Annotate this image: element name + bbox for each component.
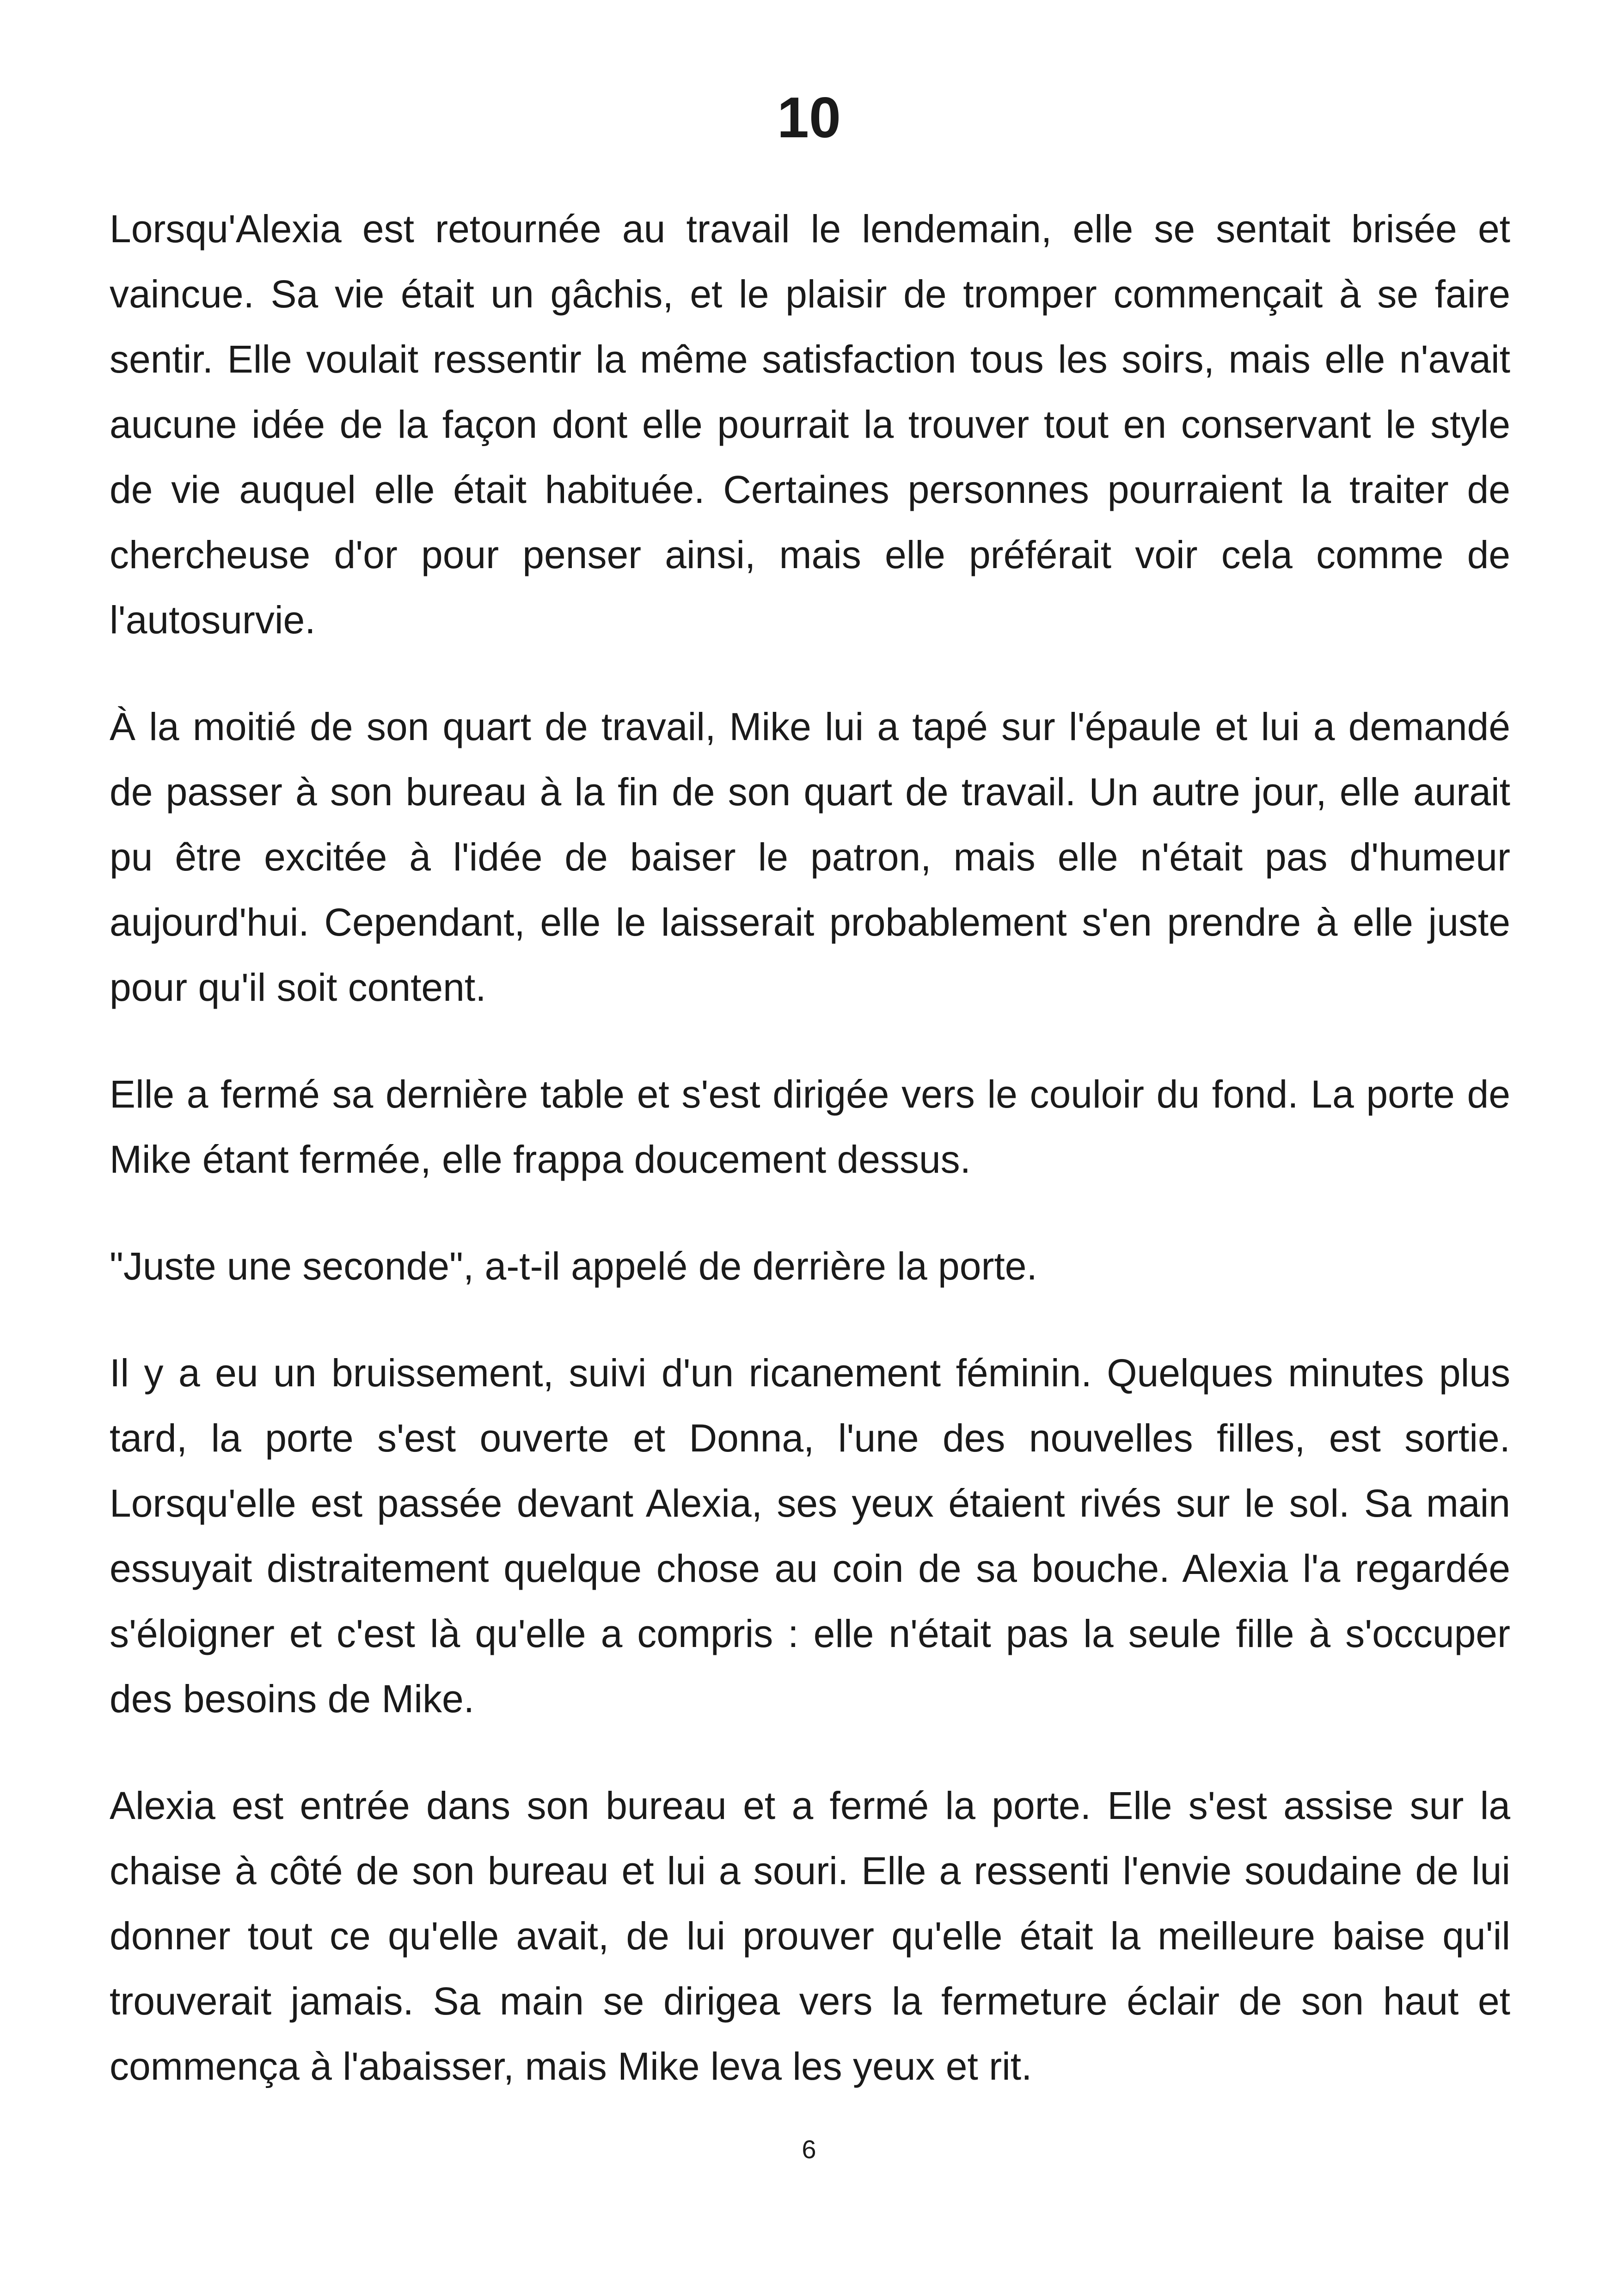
paragraph: Alexia est entrée dans son bureau et a fermé la porte. Elle s'est assise sur la chaise à côté de son bureau et lui a souri. Elle a ressenti l'envie soudaine de lui donner tout ce qu'elle avait, de lui prouver qu'elle était la meilleure baise qu'il trouverait jamais. Sa main se dirigea vers la fermeture éclair de son haut et commença à l'abaisser, mais Mike leva les yeux et rit. <box>110 1784 1510 2088</box>
paragraph: À la moitié de son quart de travail, Mike lui a tapé sur l'épaule et lui a demandé de passer à son bureau à la fin de son quart de travail. Un autre jour, elle aurait pu être excitée à l'idée de baiser le patron, mais elle n'était pas d'humeur aujourd'hui. Cependant, elle le laisserait probablement s'en prendre à elle juste pour qu'il soit content. <box>110 705 1510 1009</box>
page-number: 6 <box>802 2135 816 2164</box>
paragraph: Il y a eu un bruissement, suivi d'un ricanement féminin. Quelques minutes plus tard, la porte s'est ouverte et Donna, l'une des nouvelles filles, est sortie. Lorsqu'elle est passée devant Alexia, ses yeux étaient rivés sur le sol. Sa main essuyait distraitement quelque chose au coin de sa bouche. Alexia l'a regardée s'éloigner et c'est là qu'elle a compris : elle n'était pas la seule fille à s'occuper des besoins de Mike. <box>110 1351 1510 1720</box>
chapter-number: 10 <box>777 86 841 150</box>
paragraph: Lorsqu'Alexia est retournée au travail le lendemain, elle se sentait brisée et vaincue. Sa vie était un gâchis, et le plaisir de tromper commençait à se faire sentir. Elle voulait ressentir la même satisfaction tous les soirs, mais elle n'avait aucune idée de la façon dont elle pourrait la trouver tout en conservant le style de vie auquel elle était habituée. Certaines personnes pourraient la traiter de chercheuse d'or pour penser ainsi, mais elle préférait voir cela comme de l'autosurvie. <box>110 207 1510 642</box>
paragraph: "Juste une seconde", a-t-il appelé de derrière la porte. <box>110 1244 1037 1288</box>
chapter-body <box>110 196 1510 2141</box>
paragraph: Elle a fermé sa dernière table et s'est dirigée vers le couloir du fond. La porte de Mike étant fermée, elle frappa doucement dessus. <box>110 1072 1510 1181</box>
